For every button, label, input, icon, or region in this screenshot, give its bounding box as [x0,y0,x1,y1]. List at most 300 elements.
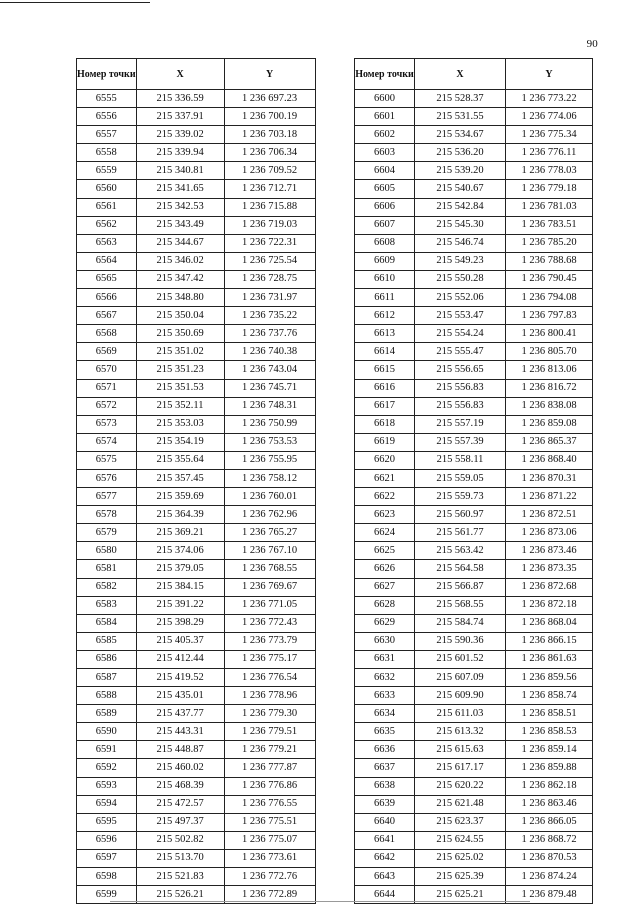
y-cell: 1 236 863.46 [506,795,593,813]
point-number-cell: 6627 [355,578,415,596]
table-row [355,469,593,487]
table-row [355,831,593,849]
x-cell: 215 502.82 [136,831,224,849]
point-number-cell: 6574 [77,433,137,451]
point-number-cell: 6636 [355,741,415,759]
point-number-cell: 6572 [77,397,137,415]
x-cell: 215 336.59 [136,90,224,108]
point-number-cell: 6591 [77,741,137,759]
point-number-cell: 6573 [77,415,137,433]
table-row [77,741,316,759]
x-cell: 215 497.37 [136,813,224,831]
point-number-cell: 6619 [355,433,415,451]
table-row [77,307,316,325]
point-number-cell: 6606 [355,198,415,216]
table-row [77,614,316,632]
x-cell: 215 348.80 [136,289,224,307]
point-number-cell: 6608 [355,234,415,252]
table-row [355,596,593,614]
y-cell: 1 236 870.31 [506,469,593,487]
x-cell: 215 534.67 [415,126,506,144]
point-number-cell: 6566 [77,289,137,307]
y-cell: 1 236 722.31 [224,234,315,252]
x-cell: 215 513.70 [136,849,224,867]
table-row [355,560,593,578]
x-cell: 215 350.69 [136,325,224,343]
point-number-cell: 6590 [77,723,137,741]
point-number-cell: 6558 [77,144,137,162]
point-number-cell: 6556 [77,108,137,126]
x-cell: 215 623.37 [415,813,506,831]
x-cell: 215 412.44 [136,650,224,668]
y-cell: 1 236 794.08 [506,289,593,307]
y-cell: 1 236 779.18 [506,180,593,198]
x-cell: 215 339.02 [136,126,224,144]
table-row [77,506,316,524]
y-cell: 1 236 778.03 [506,162,593,180]
header-y: Y [506,59,593,90]
point-number-cell: 6569 [77,343,137,361]
x-cell: 215 556.83 [415,379,506,397]
x-cell: 215 521.83 [136,868,224,886]
table-row [355,216,593,234]
point-number-cell: 6643 [355,868,415,886]
y-cell: 1 236 873.35 [506,560,593,578]
x-cell: 215 460.02 [136,759,224,777]
y-cell: 1 236 859.88 [506,759,593,777]
point-number-cell: 6620 [355,451,415,469]
x-cell: 215 355.64 [136,451,224,469]
point-number-cell: 6614 [355,343,415,361]
table-row [77,488,316,506]
table-row [355,506,593,524]
table-row [355,524,593,542]
table-row [355,162,593,180]
y-cell: 1 236 870.53 [506,849,593,867]
y-cell: 1 236 800.41 [506,325,593,343]
x-cell: 215 617.17 [415,759,506,777]
point-number-cell: 6598 [77,868,137,886]
x-cell: 215 435.01 [136,687,224,705]
x-cell: 215 625.02 [415,849,506,867]
table-row [355,307,593,325]
table-row [77,325,316,343]
y-cell: 1 236 767.10 [224,542,315,560]
table-row [355,669,593,687]
point-number-cell: 6585 [77,632,137,650]
y-cell: 1 236 861.63 [506,650,593,668]
point-number-cell: 6626 [355,560,415,578]
y-cell: 1 236 712.71 [224,180,315,198]
x-cell: 215 621.48 [415,795,506,813]
point-number-cell: 6644 [355,886,415,904]
x-cell: 215 344.67 [136,234,224,252]
y-cell: 1 236 775.51 [224,813,315,831]
point-number-cell: 6588 [77,687,137,705]
table-row [77,252,316,270]
y-cell: 1 236 758.12 [224,469,315,487]
point-number-cell: 6589 [77,705,137,723]
x-cell: 215 601.52 [415,650,506,668]
point-number-cell: 6563 [77,234,137,252]
point-number-cell: 6581 [77,560,137,578]
table-row [355,650,593,668]
table-row [77,162,316,180]
x-cell: 215 346.02 [136,252,224,270]
point-number-cell: 6629 [355,614,415,632]
x-cell: 215 557.39 [415,433,506,451]
x-cell: 215 625.21 [415,886,506,904]
y-cell: 1 236 779.30 [224,705,315,723]
point-number-cell: 6561 [77,198,137,216]
x-cell: 215 351.23 [136,361,224,379]
x-cell: 215 584.74 [415,614,506,632]
y-cell: 1 236 768.55 [224,560,315,578]
y-cell: 1 236 873.06 [506,524,593,542]
y-cell: 1 236 816.72 [506,379,593,397]
table-row [355,361,593,379]
x-cell: 215 560.97 [415,506,506,524]
table-row [355,687,593,705]
y-cell: 1 236 762.96 [224,506,315,524]
y-cell: 1 236 865.37 [506,433,593,451]
y-cell: 1 236 760.01 [224,488,315,506]
table-row [355,723,593,741]
x-cell: 215 369.21 [136,524,224,542]
table-row [77,144,316,162]
y-cell: 1 236 774.06 [506,108,593,126]
coordinates-table-right [354,58,593,904]
point-number-cell: 6567 [77,307,137,325]
y-cell: 1 236 748.31 [224,397,315,415]
point-number-cell: 6624 [355,524,415,542]
point-number-cell: 6565 [77,270,137,288]
y-cell: 1 236 697.23 [224,90,315,108]
point-number-cell: 6616 [355,379,415,397]
x-cell: 215 350.04 [136,307,224,325]
y-cell: 1 236 776.55 [224,795,315,813]
x-cell: 215 625.39 [415,868,506,886]
table-row [77,795,316,813]
point-number-cell: 6593 [77,777,137,795]
y-cell: 1 236 862.18 [506,777,593,795]
x-cell: 215 379.05 [136,560,224,578]
point-number-cell: 6615 [355,361,415,379]
y-cell: 1 236 769.67 [224,578,315,596]
x-cell: 215 359.69 [136,488,224,506]
y-cell: 1 236 785.20 [506,234,593,252]
y-cell: 1 236 719.03 [224,216,315,234]
point-number-cell: 6610 [355,270,415,288]
y-cell: 1 236 859.08 [506,415,593,433]
table-row [355,632,593,650]
header-y: Y [224,59,315,90]
point-number-cell: 6579 [77,524,137,542]
y-cell: 1 236 797.83 [506,307,593,325]
x-cell: 215 339.94 [136,144,224,162]
point-number-cell: 6580 [77,542,137,560]
x-cell: 215 556.65 [415,361,506,379]
point-number-cell: 6583 [77,596,137,614]
y-cell: 1 236 753.53 [224,433,315,451]
point-number-cell: 6622 [355,488,415,506]
table-row [355,415,593,433]
x-cell: 215 531.55 [415,108,506,126]
x-cell: 215 624.55 [415,831,506,849]
y-cell: 1 236 790.45 [506,270,593,288]
y-cell: 1 236 731.97 [224,289,315,307]
table-row [77,289,316,307]
x-cell: 215 353.03 [136,415,224,433]
point-number-cell: 6592 [77,759,137,777]
table-row [355,813,593,831]
table-row [77,397,316,415]
y-cell: 1 236 872.18 [506,596,593,614]
x-cell: 215 357.45 [136,469,224,487]
x-cell: 215 539.20 [415,162,506,180]
y-cell: 1 236 765.27 [224,524,315,542]
table-row [355,144,593,162]
x-cell: 215 437.77 [136,705,224,723]
x-cell: 215 607.09 [415,669,506,687]
table-row [77,669,316,687]
x-cell: 215 364.39 [136,506,224,524]
x-cell: 215 337.91 [136,108,224,126]
point-number-cell: 6596 [77,831,137,849]
y-cell: 1 236 735.22 [224,307,315,325]
y-cell: 1 236 745.71 [224,379,315,397]
header-point-number: Номер точки [355,59,415,90]
table-row [355,759,593,777]
table-row [77,126,316,144]
table-row [355,397,593,415]
x-cell: 215 550.28 [415,270,506,288]
point-number-cell: 6623 [355,506,415,524]
x-cell: 215 611.03 [415,705,506,723]
point-number-cell: 6605 [355,180,415,198]
point-number-cell: 6611 [355,289,415,307]
point-number-cell: 6604 [355,162,415,180]
x-cell: 215 540.67 [415,180,506,198]
table-row [355,343,593,361]
coordinates-table-left [76,58,316,904]
y-cell: 1 236 706.34 [224,144,315,162]
top-rule [0,2,150,3]
point-number-cell: 6600 [355,90,415,108]
y-cell: 1 236 813.06 [506,361,593,379]
table-row [77,542,316,560]
table-row [355,578,593,596]
table-body-right [355,90,593,904]
point-number-cell: 6555 [77,90,137,108]
x-cell: 215 557.19 [415,415,506,433]
table-row [355,705,593,723]
y-cell: 1 236 772.89 [224,886,315,904]
table-row [77,180,316,198]
point-number-cell: 6639 [355,795,415,813]
point-number-cell: 6641 [355,831,415,849]
x-cell: 215 559.73 [415,488,506,506]
point-number-cell: 6613 [355,325,415,343]
table-row [355,741,593,759]
x-cell: 215 609.90 [415,687,506,705]
point-number-cell: 6557 [77,126,137,144]
x-cell: 215 563.42 [415,542,506,560]
x-cell: 215 528.37 [415,90,506,108]
point-number-cell: 6625 [355,542,415,560]
y-cell: 1 236 874.24 [506,868,593,886]
table-body-left [77,90,316,904]
y-cell: 1 236 775.07 [224,831,315,849]
point-number-cell: 6630 [355,632,415,650]
y-cell: 1 236 743.04 [224,361,315,379]
table-row [355,451,593,469]
table-row [355,379,593,397]
table-row [77,108,316,126]
y-cell: 1 236 728.75 [224,270,315,288]
point-number-cell: 6633 [355,687,415,705]
x-cell: 215 398.29 [136,614,224,632]
point-number-cell: 6584 [77,614,137,632]
table-row [77,759,316,777]
x-cell: 215 558.11 [415,451,506,469]
table-row [77,270,316,288]
table-row [355,614,593,632]
point-number-cell: 6570 [77,361,137,379]
table-row [77,234,316,252]
y-cell: 1 236 779.21 [224,741,315,759]
y-cell: 1 236 777.87 [224,759,315,777]
y-cell: 1 236 879.48 [506,886,593,904]
table-row [77,216,316,234]
y-cell: 1 236 750.99 [224,415,315,433]
table-row [355,270,593,288]
y-cell: 1 236 773.22 [506,90,593,108]
point-number-cell: 6637 [355,759,415,777]
point-number-cell: 6631 [355,650,415,668]
point-number-cell: 6601 [355,108,415,126]
table-row [77,415,316,433]
table-row [77,687,316,705]
table-row [77,343,316,361]
x-cell: 215 384.15 [136,578,224,596]
point-number-cell: 6607 [355,216,415,234]
point-number-cell: 6578 [77,506,137,524]
x-cell: 215 559.05 [415,469,506,487]
x-cell: 215 352.11 [136,397,224,415]
x-cell: 215 555.47 [415,343,506,361]
table-row [355,542,593,560]
x-cell: 215 342.53 [136,198,224,216]
point-number-cell: 6640 [355,813,415,831]
x-cell: 215 556.83 [415,397,506,415]
table-row [77,868,316,886]
y-cell: 1 236 858.53 [506,723,593,741]
table-row [355,849,593,867]
y-cell: 1 236 783.51 [506,216,593,234]
x-cell: 215 405.37 [136,632,224,650]
y-cell: 1 236 776.11 [506,144,593,162]
y-cell: 1 236 775.34 [506,126,593,144]
point-number-cell: 6635 [355,723,415,741]
table-row [355,180,593,198]
y-cell: 1 236 868.72 [506,831,593,849]
y-cell: 1 236 772.43 [224,614,315,632]
y-cell: 1 236 872.68 [506,578,593,596]
table-row [355,795,593,813]
table-row [77,90,316,108]
x-cell: 215 374.06 [136,542,224,560]
x-cell: 215 590.36 [415,632,506,650]
x-cell: 215 343.49 [136,216,224,234]
point-number-cell: 6564 [77,252,137,270]
y-cell: 1 236 858.51 [506,705,593,723]
table-row [355,90,593,108]
y-cell: 1 236 771.05 [224,596,315,614]
table-header-row [77,59,316,90]
y-cell: 1 236 873.46 [506,542,593,560]
x-cell: 215 419.52 [136,669,224,687]
x-cell: 215 568.55 [415,596,506,614]
y-cell: 1 236 778.96 [224,687,315,705]
x-cell: 215 613.32 [415,723,506,741]
table-row [77,198,316,216]
header-x: X [136,59,224,90]
table-row [77,379,316,397]
table-row [355,868,593,886]
point-number-cell: 6587 [77,669,137,687]
point-number-cell: 6576 [77,469,137,487]
y-cell: 1 236 755.95 [224,451,315,469]
header-x: X [415,59,506,90]
point-number-cell: 6571 [77,379,137,397]
table-row [77,723,316,741]
x-cell: 215 564.58 [415,560,506,578]
point-number-cell: 6603 [355,144,415,162]
point-number-cell: 6568 [77,325,137,343]
y-cell: 1 236 737.76 [224,325,315,343]
point-number-cell: 6559 [77,162,137,180]
x-cell: 215 443.31 [136,723,224,741]
x-cell: 215 545.30 [415,216,506,234]
y-cell: 1 236 872.51 [506,506,593,524]
x-cell: 215 448.87 [136,741,224,759]
y-cell: 1 236 866.05 [506,813,593,831]
y-cell: 1 236 859.14 [506,741,593,759]
y-cell: 1 236 776.86 [224,777,315,795]
y-cell: 1 236 781.03 [506,198,593,216]
y-cell: 1 236 805.70 [506,343,593,361]
point-number-cell: 6597 [77,849,137,867]
table-row [355,289,593,307]
y-cell: 1 236 788.68 [506,252,593,270]
point-number-cell: 6621 [355,469,415,487]
x-cell: 215 351.53 [136,379,224,397]
x-cell: 215 526.21 [136,886,224,904]
x-cell: 215 340.81 [136,162,224,180]
table-row [355,777,593,795]
point-number-cell: 6595 [77,813,137,831]
table-row [355,126,593,144]
point-number-cell: 6562 [77,216,137,234]
x-cell: 215 354.19 [136,433,224,451]
x-cell: 215 615.63 [415,741,506,759]
y-cell: 1 236 866.15 [506,632,593,650]
table-row [355,433,593,451]
point-number-cell: 6575 [77,451,137,469]
table-row [355,234,593,252]
table-row [77,433,316,451]
